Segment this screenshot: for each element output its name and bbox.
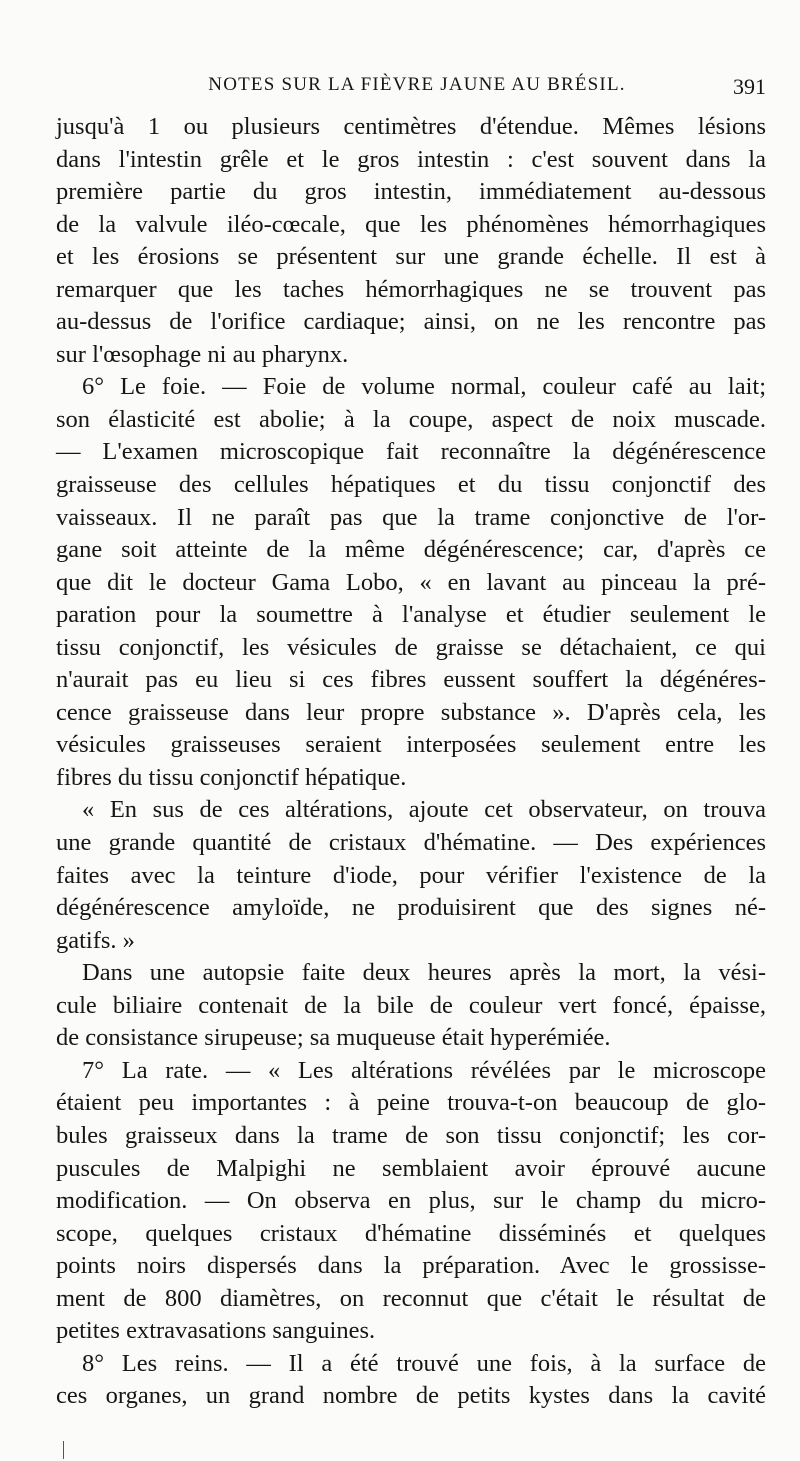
text-line: remarquer que les taches hémorrhagiques ne se trouvent pas [56, 275, 766, 303]
text-line: que dit le docteur Gama Lobo, « en lavant au pinceau la pré- [56, 568, 766, 596]
text-line: gatifs. » [56, 926, 135, 954]
text-line: étaient peu importantes : à peine trouva-t-on beaucoup de glo- [56, 1089, 766, 1117]
text-line: points noirs dispersés dans la préparation. Avec le grossisse- [56, 1252, 766, 1280]
text-line: sur l'œsophage ni au pharynx. [56, 340, 349, 368]
text-line: modification. — On observa en plus, sur le champ du micro- [56, 1187, 766, 1215]
text-line: cule biliaire contenait de la bile de couleur vert foncé, épaisse, [56, 991, 766, 1019]
body-text [56, 111, 766, 1413]
text-line: et les érosions se présentent sur une grande échelle. Il est à [56, 243, 766, 271]
text-line: de la valvule iléo-cœcale, que les phénomènes hémorrhagiques [56, 210, 766, 238]
text-line: — L'examen microscopique fait reconnaître la dégénérescence [56, 438, 766, 466]
text-line: tissu conjonctif, les vésicules de graisse se détachaient, ce qui [56, 633, 766, 661]
text-line: jusqu'à 1 ou plusieurs centimètres d'étendue. Mêmes lésions [56, 113, 766, 140]
text-line: première partie du gros intestin, immédiatement au-dessous [56, 178, 766, 206]
text-line: fibres du tissu conjonctif hépatique. [56, 763, 407, 791]
text-line: dans l'intestin grêle et le gros intestin : c'est souvent dans la [56, 145, 766, 173]
text-line: 8° Les reins. — Il a été trouvé une fois, à la surface de [82, 1349, 766, 1377]
text-line: vésicules graisseuses seraient interposées seulement entre les [56, 731, 766, 759]
text-line: son élasticité est abolie; à la coupe, aspect de noix muscade. [56, 405, 766, 433]
text-line: dégénérescence amyloïde, ne produisirent que des signes né- [56, 894, 766, 922]
text-line: ment de 800 diamètres, on reconnut que c'était le résultat de [56, 1284, 766, 1312]
running-title: NOTES SUR LA FIÈVRE JAUNE AU BRÉSIL. [208, 74, 626, 95]
text-line: 6° Le foie. — Foie de volume normal, couleur café au lait; [82, 373, 766, 401]
text-line: une grande quantité de cristaux d'hématine. — Des expériences [56, 829, 766, 857]
text-line: 7° La rate. — « Les altérations révélées par le microscope [82, 1056, 766, 1084]
text-line: scope, quelques cristaux d'hématine disséminés et quelques [56, 1219, 766, 1247]
text-line: ces organes, un grand nombre de petits kystes dans la cavité [56, 1382, 766, 1410]
text-line: cence graisseuse dans leur propre substance ». D'après cela, les [56, 698, 766, 726]
text-line: n'aurait pas eu lieu si ces fibres eussent souffert la dégénéres- [56, 666, 766, 694]
scan-edge-mark [63, 1441, 64, 1459]
text-line: petites extravasations sanguines. [56, 1317, 376, 1345]
text-line: Dans une autopsie faite deux heures après la mort, la vési- [82, 959, 766, 987]
text-line: vaisseaux. Il ne paraît pas que la trame conjonctive de l'or- [56, 503, 766, 531]
page-number: 391 [733, 74, 766, 99]
text-line: puscules de Malpighi ne semblaient avoir éprouvé aucune [56, 1154, 766, 1182]
page-header [68, 74, 766, 104]
text-line: « En sus de ces altérations, ajoute cet observateur, on trouva [82, 796, 766, 824]
text-line: faites avec la teinture d'iode, pour vérifier l'existence de la [56, 861, 766, 889]
text-line: bules graisseux dans la trame de son tissu conjonctif; les cor- [56, 1121, 766, 1149]
text-line: graisseuse des cellules hépatiques et du tissu conjonctif des [56, 471, 766, 499]
text-line: de consistance sirupeuse; sa muqueuse était hyperémiée. [56, 1024, 611, 1052]
text-line: au-dessus de l'orifice cardiaque; ainsi, on ne les rencontre pas [56, 308, 766, 336]
text-line: paration pour la soumettre à l'analyse et étudier seulement le [56, 601, 766, 629]
text-line: gane soit atteinte de la même dégénérescence; car, d'après ce [56, 536, 766, 564]
